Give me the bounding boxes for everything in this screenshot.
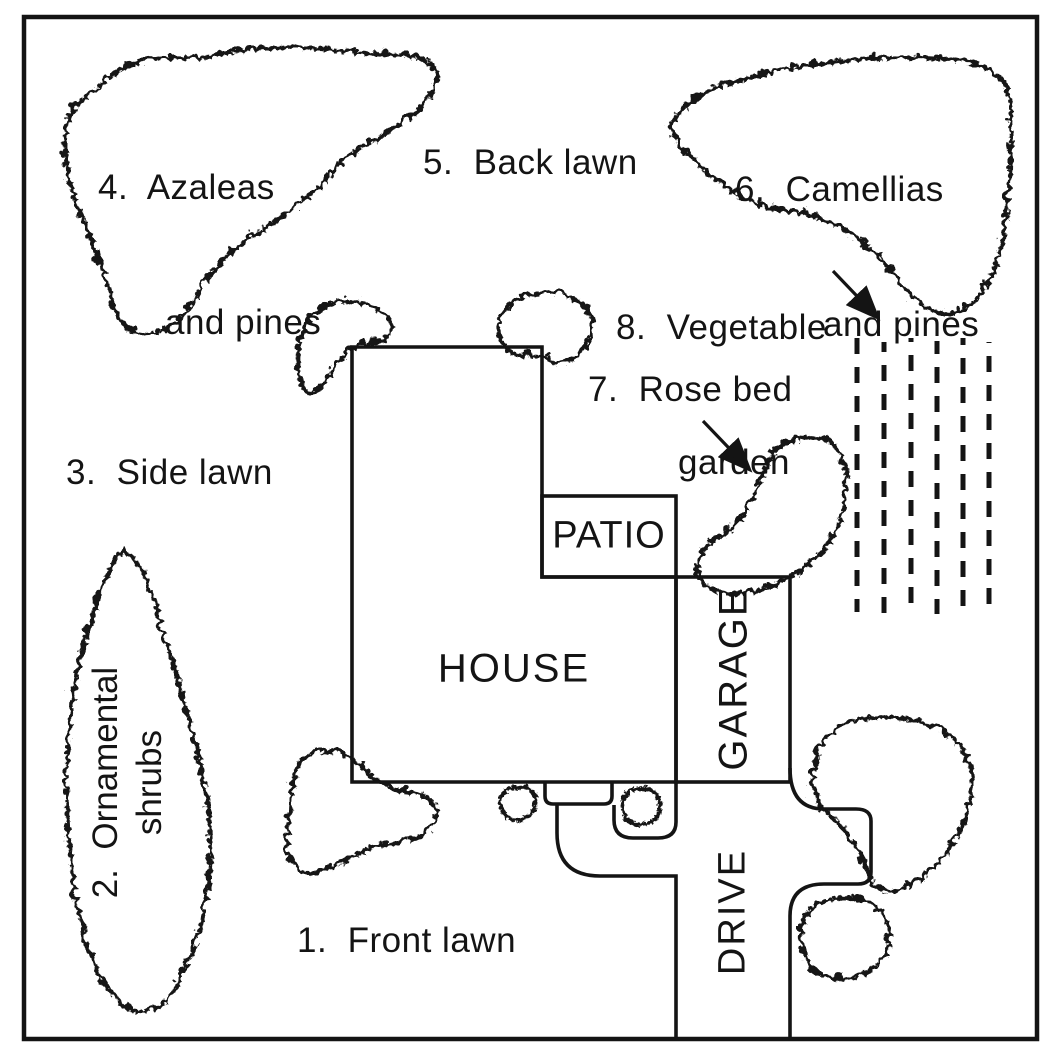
label-azaleas-line1: 4. Azaleas (98, 168, 275, 207)
label-rose-bed: 7. Rose bed (588, 370, 793, 409)
label-side-lawn: 3. Side lawn (66, 453, 273, 492)
label-drive: DRIVE (711, 848, 754, 976)
label-back-lawn: 5. Back lawn (423, 143, 638, 182)
front-stoop (545, 783, 612, 804)
label-ornamental-line1: 2. Ornamental (86, 666, 125, 899)
shrub-entrance-left (499, 786, 534, 819)
label-camellias-line2: and pines (823, 305, 980, 344)
shrub-front-left (285, 748, 435, 870)
label-azaleas (98, 75, 321, 435)
label-patio: PATIO (552, 514, 666, 557)
label-camellias-line1: 6. Camellias (735, 170, 944, 209)
label-ornamental-line2: shrubs (130, 730, 169, 836)
shrub-entrance-right (621, 787, 658, 824)
label-ornamental-shrubs (40, 667, 216, 937)
shrub-drive-right-small (799, 895, 887, 976)
label-house: HOUSE (437, 646, 591, 691)
drive-left-edge-and-walk (557, 805, 676, 1037)
label-garage: GARAGE (711, 587, 756, 771)
shrub-drive-right-large (811, 714, 970, 889)
label-front-lawn: 1. Front lawn (297, 921, 517, 960)
label-azaleas-line2: and pines (165, 303, 322, 342)
label-vegetable-line2: garden (678, 443, 790, 482)
label-vegetable-line1: 8. Vegetable (616, 308, 827, 347)
